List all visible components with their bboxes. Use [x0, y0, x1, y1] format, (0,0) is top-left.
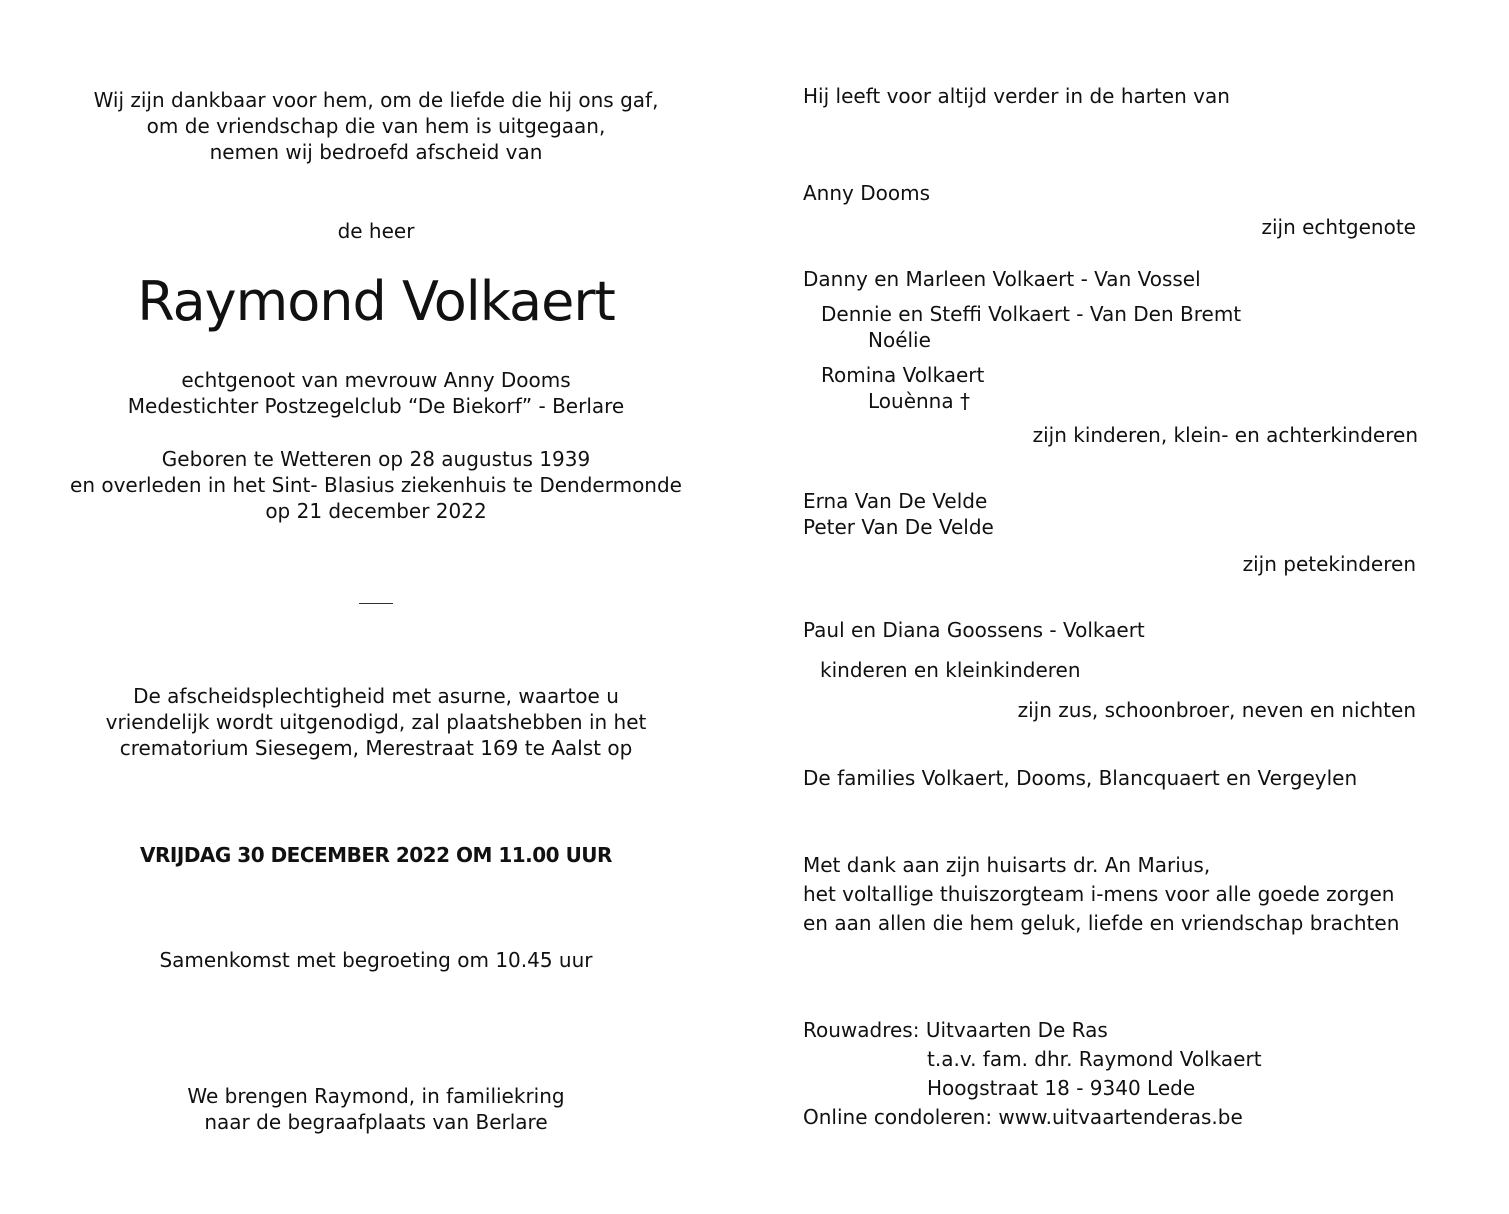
sister-label: zijn zus, schoonbroer, neven en nichten — [1017, 698, 1416, 722]
life-line-1: Geboren te Wetteren op 28 augustus 1939 — [161, 447, 591, 471]
thanks-line-3: en aan allen die hem geluk, liefde en vriendschap brachten — [803, 911, 1400, 935]
intro-line-3: nemen wij bedroefd afscheid van — [209, 140, 543, 164]
great-grandchild-2: Louènna † — [868, 389, 970, 413]
godchildren-label: zijn petekinderen — [1242, 552, 1416, 576]
ceremony-line-1: De afscheidsplechtigheid met asurne, waartoe u — [133, 684, 619, 708]
grandchild-1: Dennie en Steffi Volkaert - Van Den Bremt — [821, 302, 1242, 326]
address-line-2: Hoogstraat 18 - 9340 Lede — [927, 1076, 1196, 1100]
children-label: zijn kinderen, klein- en achterkinderen — [1032, 423, 1418, 447]
ceremony-line-3: crematorium Siesegem, Merestraat 169 te Aalst op — [119, 736, 633, 760]
child-1: Danny en Marleen Volkaert - Van Vossel — [803, 267, 1201, 291]
burial-line-2: naar de begraafplaats van Berlare — [204, 1110, 548, 1134]
intro-line-1: Wij zijn dankbaar voor hem, om de liefde die hij ons gaf, — [93, 88, 659, 112]
life-line-3: op 21 december 2022 — [265, 499, 487, 523]
thanks-line-1: Met dank aan zijn huisarts dr. An Marius, — [803, 853, 1211, 877]
spouse-label: zijn echtgenote — [1261, 215, 1416, 239]
spouse-name: Anny Dooms — [803, 181, 931, 205]
address-line-1: t.a.v. fam. dhr. Raymond Volkaert — [927, 1047, 1262, 1071]
ceremony-date: VRIJDAG 30 DECEMBER 2022 OM 11.00 UUR — [140, 843, 612, 867]
intro-line-2: om de vriendschap die van hem is uitgegaan, — [146, 114, 606, 138]
godchild-1: Erna Van De Velde — [803, 489, 988, 513]
role-line-2: Medestichter Postzegelclub “De Biekorf” - Berlare — [127, 394, 625, 418]
online-condolences: Online condoleren: www.uitvaartenderas.be — [803, 1105, 1243, 1129]
families: De families Volkaert, Dooms, Blancquaert en Vergeylen — [803, 766, 1358, 790]
survivors-heading: Hij leeft voor altijd verder in de harten van — [803, 84, 1230, 108]
role-line-1: echtgenoot van mevrouw Anny Dooms — [181, 368, 571, 392]
grandchild-2: Romina Volkaert — [821, 363, 985, 387]
great-grandchild-1: Noélie — [868, 328, 931, 352]
life-line-2: en overleden in het Sint- Blasius ziekenhuis te Dendermonde — [70, 473, 682, 497]
separator-rule — [359, 603, 393, 604]
sister-children: kinderen en kleinkinderen — [820, 658, 1081, 682]
godchild-2: Peter Van De Velde — [803, 515, 994, 539]
sister: Paul en Diana Goossens - Volkaert — [803, 618, 1145, 642]
burial-line-1: We brengen Raymond, in familiekring — [187, 1084, 565, 1108]
honorific: de heer — [337, 219, 415, 243]
ceremony-line-2: vriendelijk wordt uitgenodigd, zal plaatshebben in het — [105, 710, 647, 734]
thanks-line-2: het voltallige thuiszorgteam i-mens voor alle goede zorgen — [803, 882, 1395, 906]
address-label: Rouwadres: Uitvaarten De Ras — [803, 1018, 1108, 1042]
gathering-note: Samenkomst met begroeting om 10.45 uur — [159, 948, 593, 972]
deceased-name: Raymond Volkaert — [137, 270, 615, 333]
